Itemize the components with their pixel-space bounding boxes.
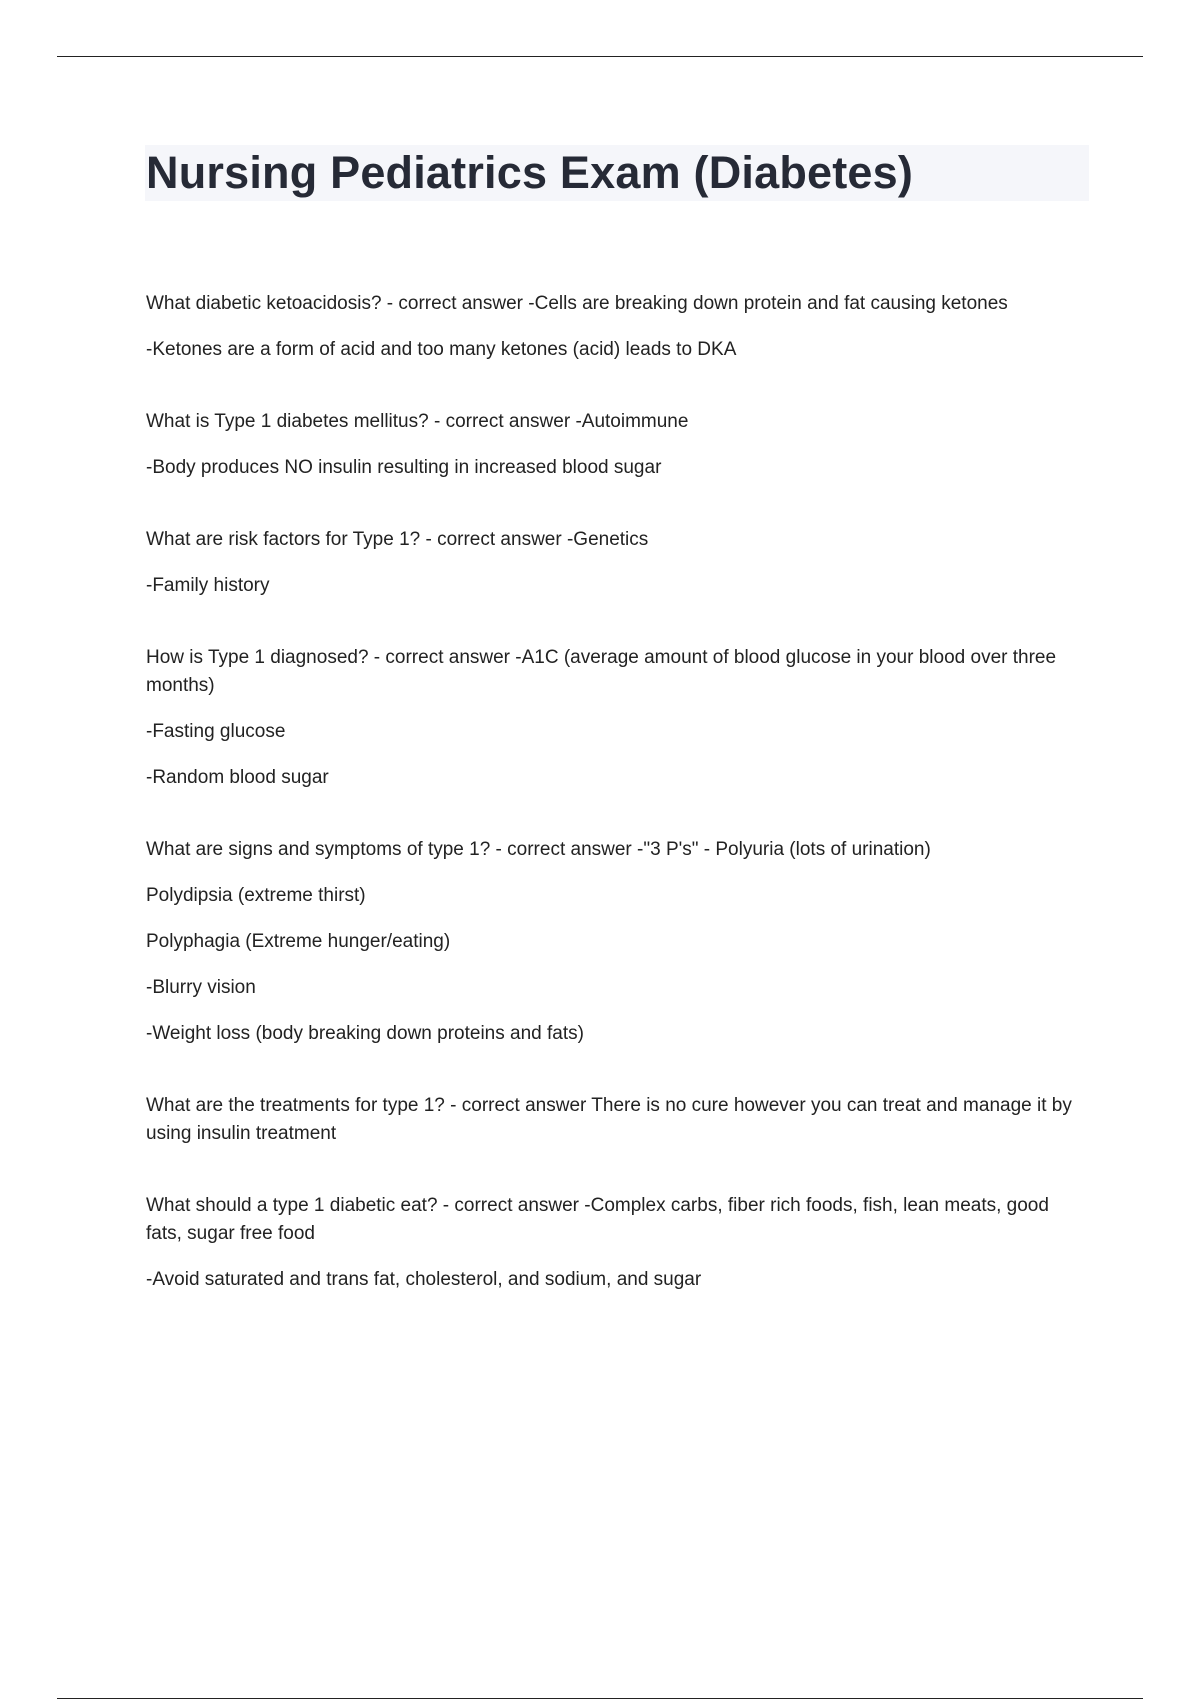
qa-answer-line: Polydipsia (extreme thirst) (146, 885, 366, 906)
qa-answer-line: -Body produces NO insulin resulting in increased blood sugar (146, 457, 662, 478)
qa-item (146, 1192, 1086, 1294)
header-rule (57, 56, 1143, 57)
qa-question-line: What are signs and symptoms of type 1? - correct answer -"3 P's" - Polyuria (lots of urination) (146, 839, 931, 860)
qa-item (146, 644, 1086, 792)
qa-question-line: How is Type 1 diagnosed? - correct answer -A1C (average amount of blood glucose in your blood over three months) (146, 647, 1057, 696)
footer-rule (57, 1698, 1143, 1699)
qa-question-line: What are risk factors for Type 1? - correct answer -Genetics (146, 529, 649, 550)
qa-answer-line: -Avoid saturated and trans fat, cholesterol, and sodium, and sugar (146, 1269, 702, 1290)
qa-answer-line: -Blurry vision (146, 977, 256, 998)
qa-item (146, 1092, 1086, 1148)
qa-item (146, 836, 1086, 1048)
qa-item (146, 290, 1086, 364)
qa-question-line: What should a type 1 diabetic eat? - correct answer -Complex carbs, fiber rich foods, fish, lean meats, good fats, sugar free food (146, 1195, 1049, 1244)
document-body (146, 290, 1086, 1338)
qa-answer-line: -Family history (146, 575, 270, 596)
qa-answer-line: -Weight loss (body breaking down proteins and fats) (146, 1023, 584, 1044)
qa-answer-line: -Ketones are a form of acid and too many ketones (acid) leads to DKA (146, 339, 737, 360)
qa-item (146, 408, 1086, 482)
qa-answer-line: Polyphagia (Extreme hunger/eating) (146, 931, 451, 952)
qa-question-line: What is Type 1 diabetes mellitus? - correct answer -Autoimmune (146, 411, 689, 432)
qa-answer-line: -Fasting glucose (146, 721, 286, 742)
qa-question-line: What diabetic ketoacidosis? - correct answer -Cells are breaking down protein and fat causing ketones (146, 293, 1008, 314)
qa-item (146, 526, 1086, 600)
qa-question-line: What are the treatments for type 1? - correct answer There is no cure however you can treat and manage it by using insulin treatment (146, 1095, 1072, 1144)
page-title: Nursing Pediatrics Exam (Diabetes) (146, 147, 914, 198)
qa-answer-line: -Random blood sugar (146, 767, 329, 788)
